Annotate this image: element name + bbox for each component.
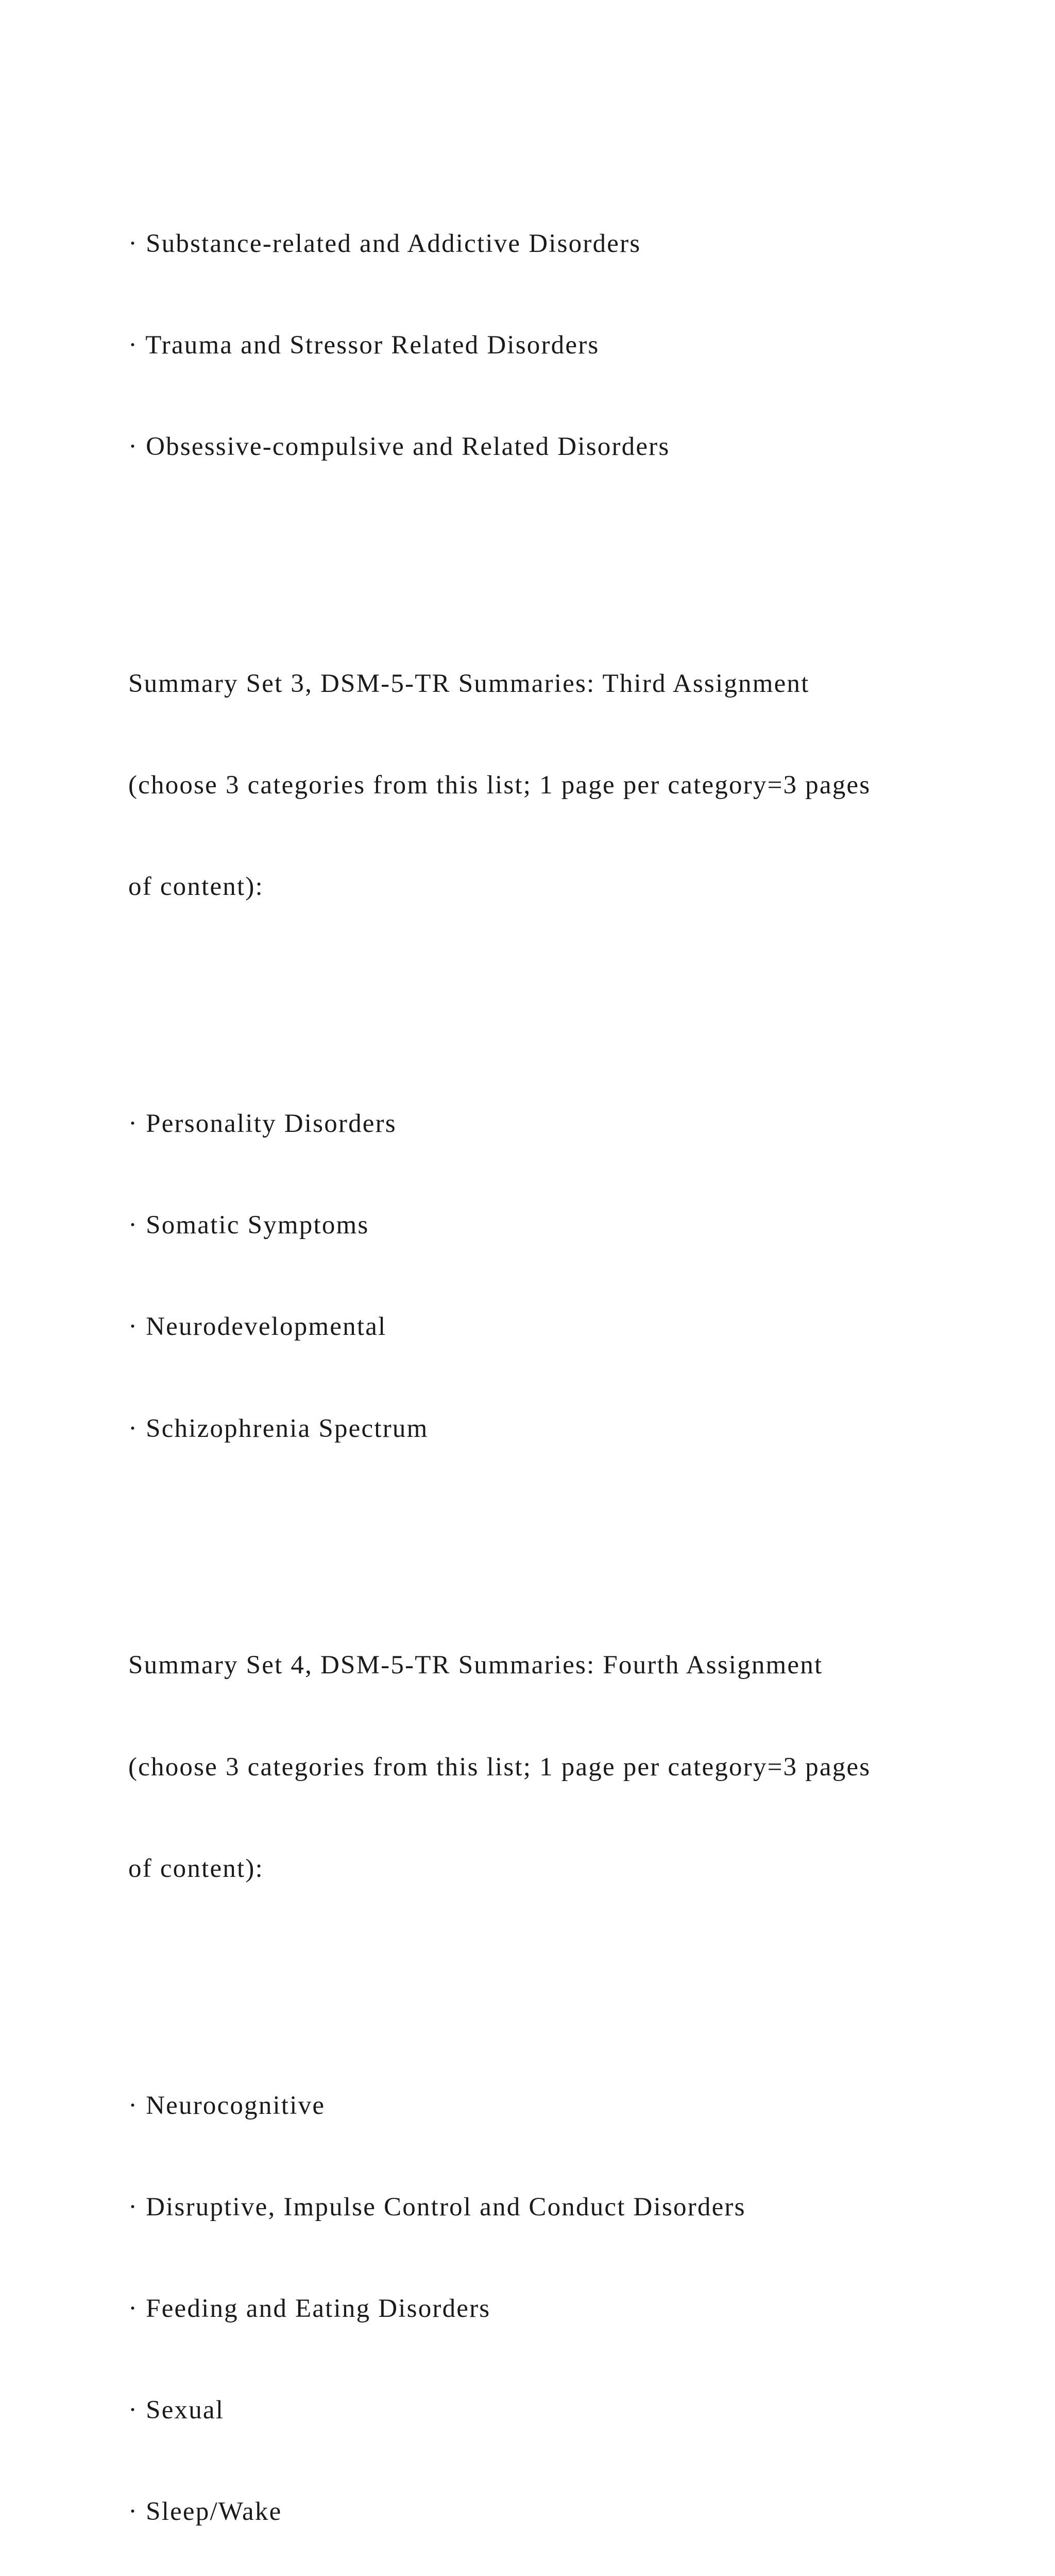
list-item: · Trauma and Stressor Related Disorders [128, 331, 600, 360]
set4-heading-line: of content): [128, 1854, 264, 1883]
set3-heading-line: Summary Set 3, DSM-5-TR Summaries: Third Assignment [128, 669, 810, 699]
list-item: · Substance-related and Addictive Disorders [128, 229, 641, 259]
blank-line [128, 1954, 1004, 1988]
set3-heading-line: (choose 3 categories from this list; 1 page per category=3 pages [128, 771, 871, 800]
list-item: · Sexual [128, 2395, 225, 2425]
list-item: · Personality Disorders [128, 1109, 397, 1139]
list-item: · Neurocognitive [128, 2091, 326, 2120]
list-item: · Feeding and Eating Disorders [128, 2294, 491, 2323]
list-item: · Disruptive, Impulse Control and Conduct Disorders [128, 2192, 746, 2222]
blank-line [128, 972, 1004, 1006]
set3-heading-line: of content): [128, 872, 264, 902]
list-item: · Schizophrenia Spectrum [128, 1414, 429, 1443]
blank-line [128, 532, 1004, 566]
set4-heading-line: Summary Set 4, DSM-5-TR Summaries: Fourth Assignment [128, 1651, 823, 1680]
list-item: · Obsessive-compulsive and Related Disorders [128, 432, 670, 462]
document-body [128, 126, 1004, 2576]
list-item: · Neurodevelopmental [128, 1312, 387, 1342]
blank-line [128, 1514, 1004, 1548]
list-item: · Sleep/Wake [128, 2497, 282, 2526]
set4-heading-line: (choose 3 categories from this list; 1 page per category=3 pages [128, 1752, 871, 1782]
list-item: · Somatic Symptoms [128, 1211, 369, 1240]
